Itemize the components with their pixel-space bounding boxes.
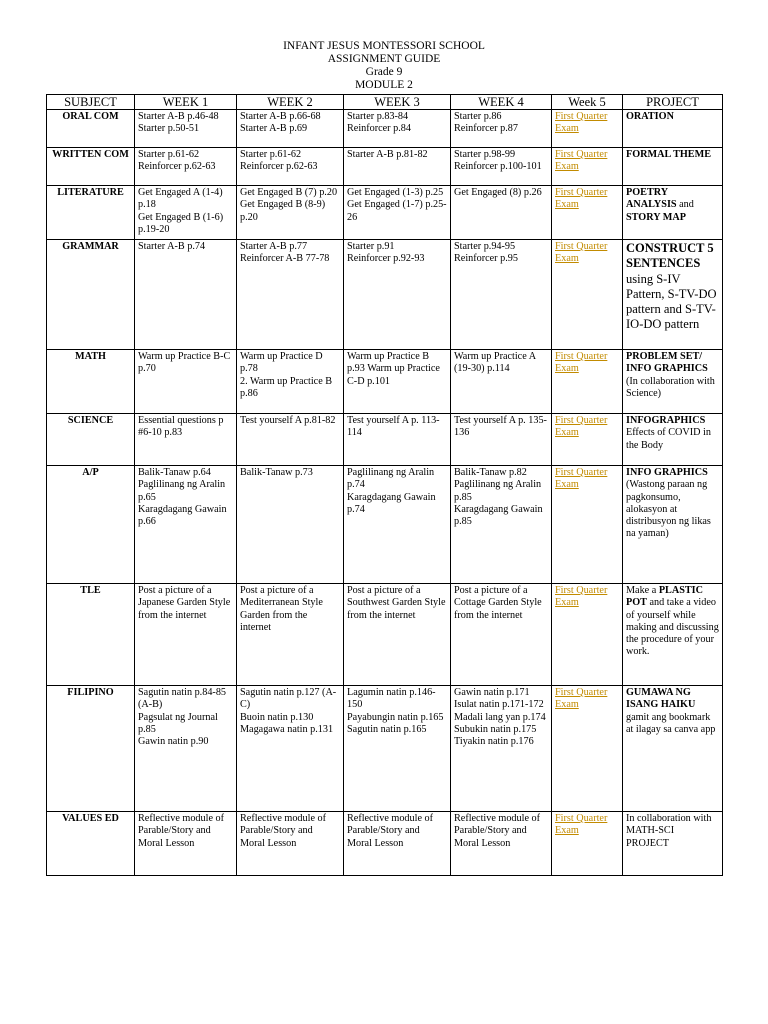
project-emphasis: GUMAWA NG ISANG HAIKU <box>626 687 696 711</box>
assignment-line: Reinforcer p.92-93 <box>347 253 425 265</box>
assignment-table <box>46 94 723 876</box>
assignment-line: Reinforcer p.87 <box>454 123 518 135</box>
week-2-cell <box>237 812 344 876</box>
assignment-line: Get Engaged B (8-9) p.20 <box>240 199 326 223</box>
assignment-line: Balik-Tanaw p.73 <box>240 467 313 478</box>
week-2-cell <box>237 186 344 240</box>
assignment-line: Reinforcer p.62-63 <box>138 161 216 173</box>
assignment-line: Post a picture of a Southwest Garden Style from the internet <box>347 585 446 621</box>
assignment-line: Get Engaged B (1-6) p.19-20 <box>138 211 224 235</box>
project-emphasis: STORY MAP <box>626 211 686 223</box>
assignment-line: Starter p.83-84 <box>347 111 409 122</box>
subject-cell: VALUES ED <box>47 812 135 876</box>
assignment-line: Isulat natin p.171-172 <box>454 699 544 711</box>
assignment-line: Warm up Practice D p.78 <box>240 351 323 375</box>
week-4-cell <box>451 686 552 812</box>
project-text: gamit ang bookmark at ilagay sa canva app <box>626 711 716 735</box>
assignment-line: Buoin natin p.130 <box>240 711 314 723</box>
table-row <box>47 240 723 350</box>
project-emphasis: INFOGRAPHICS <box>626 415 706 426</box>
assignment-line: Paglilinang ng Aralin p.65 <box>138 479 226 503</box>
week-1-cell <box>135 414 237 466</box>
grade-level: Grade 9 <box>365 66 403 78</box>
assignment-line: Get Engaged A (1-4) p.18 <box>138 187 223 211</box>
assignment-line: 2. Warm up Practice B p.86 <box>240 375 333 399</box>
assignment-line: Magagawa natin p.131 <box>240 723 334 735</box>
project-cell <box>623 110 723 148</box>
col-header-subject: SUBJECT <box>47 95 135 110</box>
assignment-line: Reflective module of Parable/Story and Moral Lesson <box>138 813 224 849</box>
week-1-cell <box>135 584 237 686</box>
module-label: MODULE 2 <box>355 79 413 91</box>
project-cell <box>623 414 723 466</box>
table-row <box>47 350 723 414</box>
week-3-cell <box>344 148 451 186</box>
assignment-line: Starter p.61-62 <box>240 149 302 160</box>
document-header <box>0 40 768 92</box>
week-2-cell <box>237 584 344 686</box>
assignment-line: Test yourself A p. 113-114 <box>347 415 440 439</box>
assignment-line: Reinforcer A-B 77-78 <box>240 253 330 265</box>
assignment-line: Essential questions p #6-10 p.83 <box>138 415 224 439</box>
assignment-line: Gawin natin p.90 <box>138 736 209 748</box>
assignment-line: Starter p.91 <box>347 241 395 252</box>
subject-cell: A/P <box>47 466 135 584</box>
school-name: INFANT JESUS MONTESSORI SCHOOL <box>283 40 485 52</box>
assignment-line: Payabungin natin p.165 <box>347 711 444 723</box>
table-row <box>47 186 723 240</box>
project-emphasis: INFO GRAPHICS <box>626 467 708 478</box>
assignment-line: Reinforcer p.62-63 <box>240 161 318 173</box>
col-header-project: PROJECT <box>623 95 723 110</box>
project-text: In collaboration with MATH-SCI PROJECT <box>626 813 712 849</box>
assignment-line: Starter p.98-99 <box>454 149 516 160</box>
assignment-line: Get Engaged (1-7) p.25-26 <box>347 199 447 223</box>
assignment-line: Test yourself A p. 135-136 <box>454 415 547 439</box>
week-5-exam-link[interactable]: First Quarter Exam <box>552 686 623 812</box>
table-row <box>47 414 723 466</box>
assignment-line: Subukin natin p.175 <box>454 723 537 735</box>
subject-cell: GRAMMAR <box>47 240 135 350</box>
week-4-cell <box>451 466 552 584</box>
table-row <box>47 110 723 148</box>
week-3-cell <box>344 812 451 876</box>
week-4-cell <box>451 350 552 414</box>
week-3-cell <box>344 110 451 148</box>
assignment-line: Post a picture of a Japanese Garden Style from the internet <box>138 585 231 621</box>
assignment-line: Karagdagang Gawain p.66 <box>138 503 227 528</box>
week-3-cell <box>344 414 451 466</box>
week-5-exam-link[interactable]: First Quarter Exam <box>552 110 623 148</box>
table-header-row <box>47 95 723 110</box>
assignment-line: Karagdagang Gawain p.74 <box>347 491 436 515</box>
assignment-line: Warm up Practice B p.93 Warm up Practice C-D p.101 <box>347 351 440 387</box>
table-row <box>47 686 723 812</box>
assignment-line: Sagutin natin p.165 <box>347 723 427 735</box>
col-header-week-5: Week 5 <box>552 95 623 110</box>
week-5-exam-link[interactable]: First Quarter Exam <box>552 812 623 876</box>
week-2-cell <box>237 414 344 466</box>
week-3-cell <box>344 350 451 414</box>
assignment-line: Reflective module of Parable/Story and Moral Lesson <box>240 813 326 849</box>
project-cell <box>623 186 723 240</box>
assignment-line: Starter A-B p.46-48 <box>138 111 219 122</box>
assignment-line: Reflective module of Parable/Story and Moral Lesson <box>454 813 540 849</box>
assignment-line: Reflective module of Parable/Story and Moral Lesson <box>347 813 433 849</box>
week-5-exam-link[interactable]: First Quarter Exam <box>552 240 623 350</box>
project-emphasis: PROBLEM SET/ INFO GRAPHICS <box>626 351 708 375</box>
project-emphasis: PLASTIC POT <box>626 585 703 609</box>
project-cell <box>623 466 723 584</box>
week-3-cell <box>344 240 451 350</box>
week-1-cell <box>135 240 237 350</box>
week-4-cell <box>451 584 552 686</box>
week-1-cell <box>135 686 237 812</box>
week-4-cell <box>451 414 552 466</box>
project-cell <box>623 350 723 414</box>
week-2-cell <box>237 148 344 186</box>
assignment-line: Sagutin natin p.127 (A-C) <box>240 687 337 711</box>
assignment-line: Post a picture of a Mediterranean Style Garden from the internet <box>240 585 323 633</box>
assignment-line: Get Engaged (8) p.26 <box>454 187 542 198</box>
week-1-cell <box>135 186 237 240</box>
subject-cell: SCIENCE <box>47 414 135 466</box>
project-emphasis: ORATION <box>626 111 674 122</box>
week-3-cell <box>344 584 451 686</box>
assignment-line: Sagutin natin p.84-85 (A-B) <box>138 687 227 711</box>
week-4-cell <box>451 240 552 350</box>
assignment-line: Starter A-B p.66-68 <box>240 111 321 122</box>
assignment-line: Starter A-B p.69 <box>240 123 308 135</box>
week-2-cell <box>237 350 344 414</box>
week-3-cell <box>344 686 451 812</box>
project-text: Effects of COVID in the Body <box>626 427 711 451</box>
assignment-line: Warm up Practice A (19-30) p.114 <box>454 351 536 375</box>
assignment-line: Gawin natin p.171 <box>454 687 530 698</box>
assignment-line: Starter A-B p.81-82 <box>347 149 428 160</box>
week-5-exam-link[interactable]: First Quarter Exam <box>552 186 623 240</box>
week-2-cell <box>237 110 344 148</box>
week-4-cell <box>451 186 552 240</box>
assignment-line: Balik-Tanaw p.82 <box>454 467 527 478</box>
col-header-week-2: WEEK 2 <box>237 95 344 110</box>
week-5-exam-link[interactable]: First Quarter Exam <box>552 466 623 584</box>
week-5-exam-link[interactable]: First Quarter Exam <box>552 584 623 686</box>
assignment-line: Paglilinang ng Aralin p.74 <box>347 467 435 491</box>
assignment-line: Get Engaged (1-3) p.25 <box>347 187 444 198</box>
assignment-line: Starter A-B p.77 <box>240 241 308 252</box>
subject-cell: MATH <box>47 350 135 414</box>
assignment-line: Starter p.61-62 <box>138 149 200 160</box>
week-5-exam-link[interactable]: First Quarter Exam <box>552 350 623 414</box>
assignment-line: Starter p.50-51 <box>138 123 200 135</box>
week-3-cell <box>344 186 451 240</box>
col-header-week-1: WEEK 1 <box>135 95 237 110</box>
document-title: ASSIGNMENT GUIDE <box>327 53 441 65</box>
subject-cell: LITERATURE <box>47 186 135 240</box>
assignment-line: Karagdagang Gawain p.85 <box>454 503 543 528</box>
subject-cell: ORAL COM <box>47 110 135 148</box>
project-emphasis: FORMAL THEME <box>626 149 711 160</box>
week-5-exam-link[interactable]: First Quarter Exam <box>552 414 623 466</box>
week-1-cell <box>135 148 237 186</box>
project-emphasis: CONSTRUCT 5 SENTENCES <box>626 241 714 271</box>
assignment-line: Starter p.86 <box>454 111 502 122</box>
assignment-line: Get Engaged B (7) p.20 <box>240 187 338 198</box>
table-row <box>47 584 723 686</box>
week-1-cell <box>135 466 237 584</box>
week-1-cell <box>135 110 237 148</box>
week-4-cell <box>451 148 552 186</box>
assignment-line: Lagumin natin p.146-150 <box>347 687 436 711</box>
project-cell <box>623 686 723 812</box>
week-2-cell <box>237 686 344 812</box>
assignment-line: Reinforcer p.84 <box>347 123 411 135</box>
col-header-week-4: WEEK 4 <box>451 95 552 110</box>
assignment-line: Test yourself A p.81-82 <box>240 415 336 426</box>
assignment-line: Starter p.94-95 <box>454 241 516 252</box>
table-row <box>47 148 723 186</box>
week-2-cell <box>237 240 344 350</box>
week-2-cell <box>237 466 344 584</box>
assignment-line: Paglilinang ng Aralin p.85 <box>454 479 542 503</box>
week-3-cell <box>344 466 451 584</box>
week-4-cell <box>451 812 552 876</box>
project-cell <box>623 812 723 876</box>
assignment-line: Pagsulat ng Journal p.85 <box>138 711 218 735</box>
project-cell <box>623 240 723 350</box>
week-1-cell <box>135 812 237 876</box>
assignment-line: Tiyakin natin p.176 <box>454 736 534 748</box>
assignment-line: Post a picture of a Cottage Garden Style from the internet <box>454 585 542 621</box>
assignment-line: Warm up Practice B-C p.70 <box>138 351 231 375</box>
project-text: Make a <box>626 585 659 596</box>
subject-cell: TLE <box>47 584 135 686</box>
week-5-exam-link[interactable]: First Quarter Exam <box>552 148 623 186</box>
table-row <box>47 466 723 584</box>
table-row <box>47 812 723 876</box>
assignment-line: Reinforcer p.100-101 <box>454 161 542 173</box>
assignment-line: Balik-Tanaw p.64 <box>138 467 211 478</box>
project-cell <box>623 148 723 186</box>
subject-cell: FILIPINO <box>47 686 135 812</box>
assignment-line: Starter A-B p.74 <box>138 241 206 252</box>
project-text: (Wastong paraan ng pagkonsumo, alokasyon at distribusyon ng likas na yaman) <box>626 479 711 540</box>
assignment-line: Madali lang yan p.174 <box>454 711 546 723</box>
project-emphasis: POETRY ANALYSIS <box>626 187 677 211</box>
project-text: (In collaboration with Science) <box>626 375 715 399</box>
week-4-cell <box>451 110 552 148</box>
project-text: and take a video of yourself while making and discussing the procedure of your work. <box>626 597 719 658</box>
project-cell <box>623 584 723 686</box>
project-text: and <box>676 199 694 211</box>
assignment-line: Reinforcer p.95 <box>454 253 518 265</box>
week-1-cell <box>135 350 237 414</box>
project-text: using S-IV Pattern, S-TV-DO pattern and S-TV-IO-DO pattern <box>626 271 717 332</box>
subject-cell: WRITTEN COM <box>47 148 135 186</box>
col-header-week-3: WEEK 3 <box>344 95 451 110</box>
